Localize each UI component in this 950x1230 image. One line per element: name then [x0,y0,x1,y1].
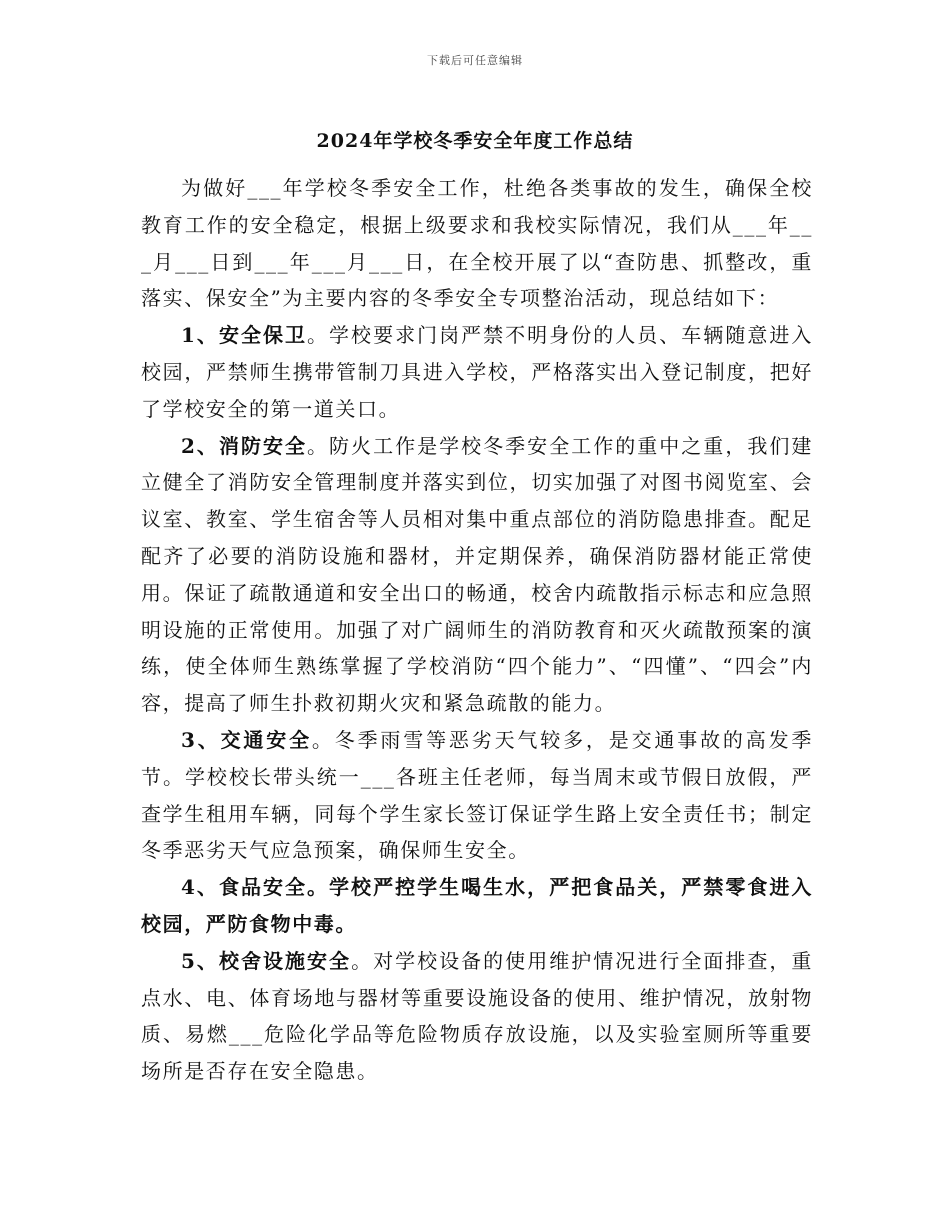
section-facility-safety-paragraph [141,943,813,1090]
section-fire-safety-paragraph [141,428,813,722]
section-heading: 1、安全保卫 [181,323,308,348]
section-heading: 5、校舍设施安全 [181,948,352,973]
section-security-paragraph [141,317,813,427]
paragraph-text: 。对学校设备的使用维护情况进行全面排查，重点水、电、体育场地与器材等重要设施设备的使用、维护情况，放射物质、易燃___危险化学品等危险物质存放设施，以及实验室厕所等重要场所是否存在安全隐患。 [141,948,813,1084]
header-note: 下载后可任意编辑 [427,54,523,67]
section-heading: 3、交通安全 [181,727,312,752]
section-heading: 2、消防安全 [181,433,308,458]
paragraph-text: 。学校要求门岗严禁不明身份的人员、车辆随意进入校园，严禁师生携带管制刀具进入学校，严格落实出入登记制度，把好了学校安全的第一道关口。 [141,323,813,421]
section-traffic-safety-paragraph [141,722,813,869]
document-body [141,170,813,1090]
section-heading: 4、食品安全。学校严控学生喝生水，严把食品关，严禁零食进入校园，严防食物中毒。 [141,875,813,936]
intro-paragraph [141,170,813,317]
paragraph-text: 。冬季雨雪等恶劣天气较多，是交通事故的高发季节。学校校长带头统一___各班主任老师，每当周末或节假日放假，严查学生租用车辆，同每个学生家长签订保证学生路上安全责任书；制定冬季恶劣天气应急预案，确保师生安全。 [141,727,813,863]
paragraph-text: 为做好___年学校冬季安全工作，杜绝各类事故的发生，确保全校教育工作的安全稳定，根据上级要求和我校实际情况，我们从___年___月___日到___年___月___日，在全校开展了以“查防患、抓整改，重落实、保安全”为主要内容的冬季安全专项整治活动，现总结如下： [141,176,813,311]
paragraph-text: 。防火工作是学校冬季安全工作的重中之重，我们建立健全了消防安全管理制度并落实到位，切实加强了对图书阅览室、会议室、教室、学生宿舍等人员相对集中重点部位的消防隐患排查。配足配齐了必要的消防设施和器材，并定期保养，确保消防器材能正常使用。保证了疏散通道和安全出口的畅通，校舍内疏散指示标志和应急照明设施的正常使用。加强了对广阔师生的消防教育和灭火疏散预案的演练，使全体师生熟练掌握了学校消防“四个能力”、“四懂”、“四会”内容，提高了师生扑救初期火灾和紧急疏散的能力。 [141,433,813,716]
section-food-safety-paragraph [141,869,813,943]
document-title: 2024年学校冬季安全年度工作总结 [316,130,634,152]
